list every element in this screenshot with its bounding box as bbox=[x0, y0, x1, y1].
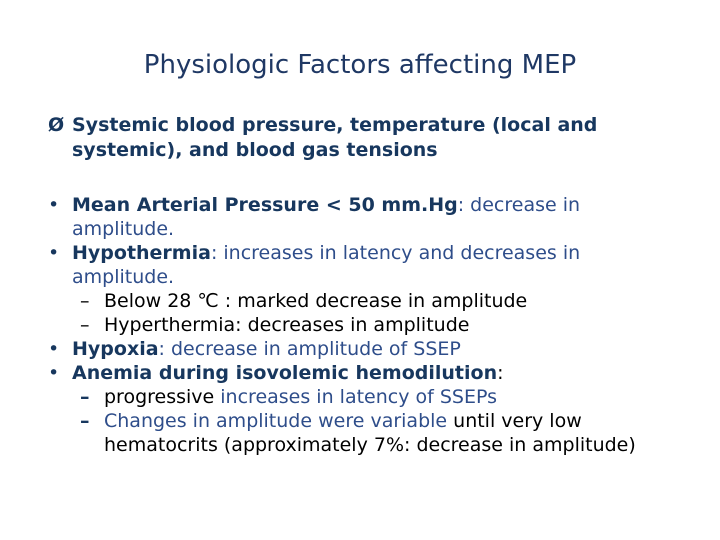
slide-title: Physiologic Factors affecting MEP bbox=[143, 50, 577, 80]
bullet-dot-icon: • bbox=[48, 362, 60, 384]
desc-anemia: : bbox=[497, 362, 504, 384]
bullet-list bbox=[48, 193, 688, 457]
sub-list-item bbox=[48, 289, 688, 313]
bullet-dot-icon: • bbox=[48, 338, 60, 360]
dash-bullet-icon: – bbox=[80, 386, 90, 408]
desc-hypothermia: : increases in latency and decreases in amplitude. bbox=[72, 242, 581, 288]
sub-text: Hyperthermia: decreases in amplitude bbox=[104, 314, 470, 336]
list-item bbox=[48, 193, 688, 241]
intro-bullet bbox=[48, 113, 668, 163]
sub-list-item bbox=[48, 313, 688, 337]
sub-list-item bbox=[48, 409, 688, 457]
sub-text-b: increases in latency of SSEPs bbox=[220, 386, 497, 408]
term-anemia: Anemia during isovolemic hemodilution bbox=[72, 362, 498, 384]
dash-bullet-icon: – bbox=[80, 410, 90, 432]
list-item bbox=[48, 361, 688, 385]
term-map: Mean Arterial Pressure < 50 mm.Hg bbox=[72, 194, 458, 216]
bullet-dot-icon: • bbox=[48, 194, 60, 216]
intro-text: Systemic blood pressure, temperature (local and systemic), and blood gas tensions bbox=[72, 114, 598, 161]
list-item bbox=[48, 337, 688, 361]
term-hypothermia: Hypothermia bbox=[72, 242, 211, 264]
bullet-dot-icon: • bbox=[48, 242, 60, 264]
desc-map: : decrease in amplitude. bbox=[72, 194, 581, 240]
sub-text-b: until very low hematocrits (approximately 7%: decrease in amplitude) bbox=[104, 410, 636, 456]
dash-bullet-icon: – bbox=[80, 314, 90, 336]
sub-text: Below 28 ℃ : marked decrease in amplitude bbox=[104, 290, 528, 312]
term-hypoxia: Hypoxia bbox=[72, 338, 159, 360]
desc-hypoxia: : decrease in amplitude of SSEP bbox=[158, 338, 461, 360]
list-item bbox=[48, 241, 688, 289]
sub-text-a: progressive bbox=[104, 386, 221, 408]
sub-text-a: Changes in amplitude were variable bbox=[104, 410, 448, 432]
dash-bullet-icon: – bbox=[80, 290, 90, 312]
sub-list-item bbox=[48, 385, 688, 409]
arrow-bullet-icon: Ø bbox=[48, 114, 65, 136]
